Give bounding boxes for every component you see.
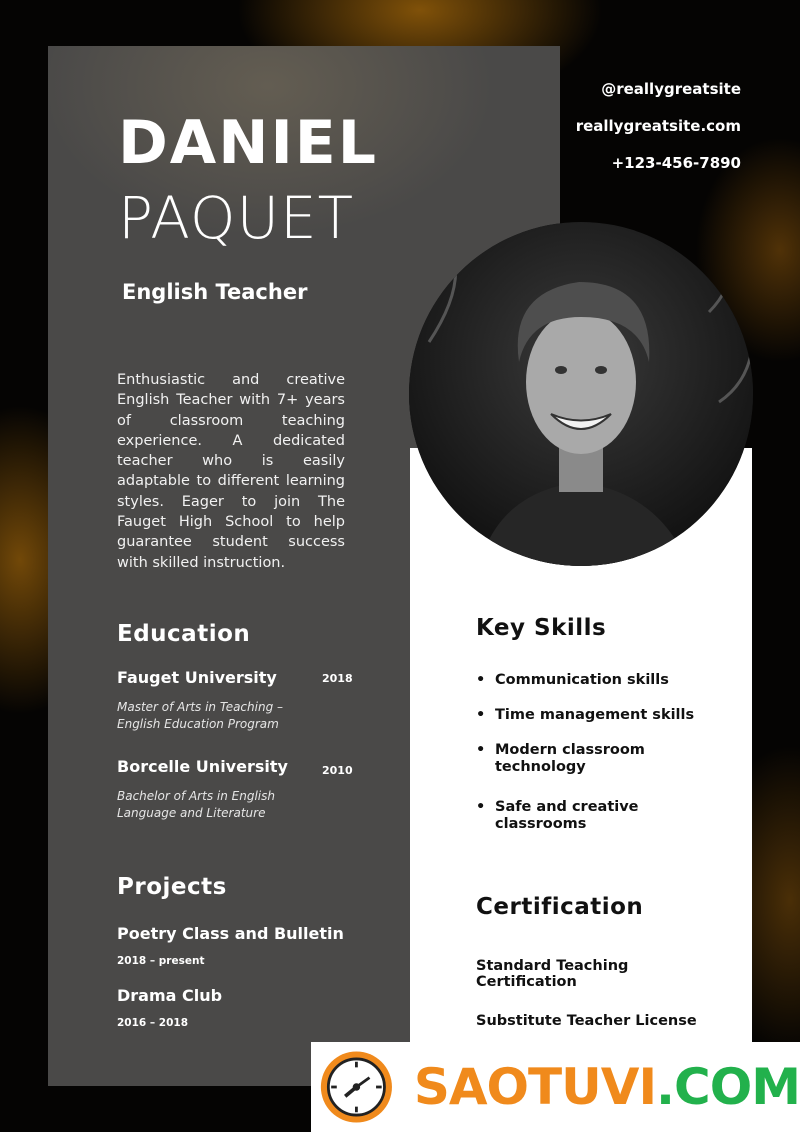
skills-heading: Key Skills: [476, 615, 607, 641]
skill-item: • Safe and creative classrooms: [476, 799, 666, 833]
certification-heading: Certification: [476, 894, 644, 920]
education-degree: Bachelor of Arts in English Language and Literature: [117, 789, 275, 820]
portrait-image: [409, 222, 753, 566]
education-degree: Master of Arts in Teaching – English Education Program: [117, 700, 284, 731]
education-school: Fauget University: [117, 668, 277, 687]
project-name: Drama Club: [117, 986, 223, 1005]
watermark-brand: SAOTUVI: [413, 1058, 657, 1116]
job-title: English Teacher: [122, 280, 308, 304]
profile-photo: [409, 222, 753, 566]
clock-logo-icon: [319, 1047, 394, 1127]
project-name: Poetry Class and Bulletin: [117, 924, 344, 943]
watermark-banner: [311, 1042, 800, 1132]
education-year: 2018: [322, 672, 353, 685]
education-year: 2010: [322, 764, 353, 777]
social-handle: @reallygreatsite: [601, 80, 741, 98]
phone-number: +123-456-7890: [611, 154, 741, 172]
skill-item: • Modern classroom technology: [476, 742, 666, 776]
skills-list: [476, 672, 736, 833]
certification-item: Substitute Teacher License: [476, 1013, 697, 1029]
website: reallygreatsite.com: [575, 117, 741, 135]
watermark-suffix: .COM: [656, 1058, 800, 1116]
project-dates: 2018 – present: [117, 955, 205, 967]
watermark-text: [414, 1058, 800, 1116]
education-heading: Education: [117, 621, 251, 647]
projects-heading: Projects: [117, 874, 227, 900]
skill-item: • Time management skills: [476, 707, 736, 724]
first-name: DANIEL: [118, 108, 378, 178]
certification-item: Standard Teaching Certification: [476, 958, 629, 990]
education-school: Borcelle University: [117, 757, 288, 776]
last-name: PAQUET: [118, 184, 355, 252]
project-dates: 2016 – 2018: [117, 1017, 189, 1029]
profile-summary: Enthusiastic and creative English Teacher with 7+ years of classroom teaching experience. A dedicated teacher who is easily adaptable to different learning styles. Eager to join The Fauget High School to help guarantee student success with skilled instruction.: [117, 372, 345, 571]
skill-item: • Communication skills: [476, 672, 736, 689]
